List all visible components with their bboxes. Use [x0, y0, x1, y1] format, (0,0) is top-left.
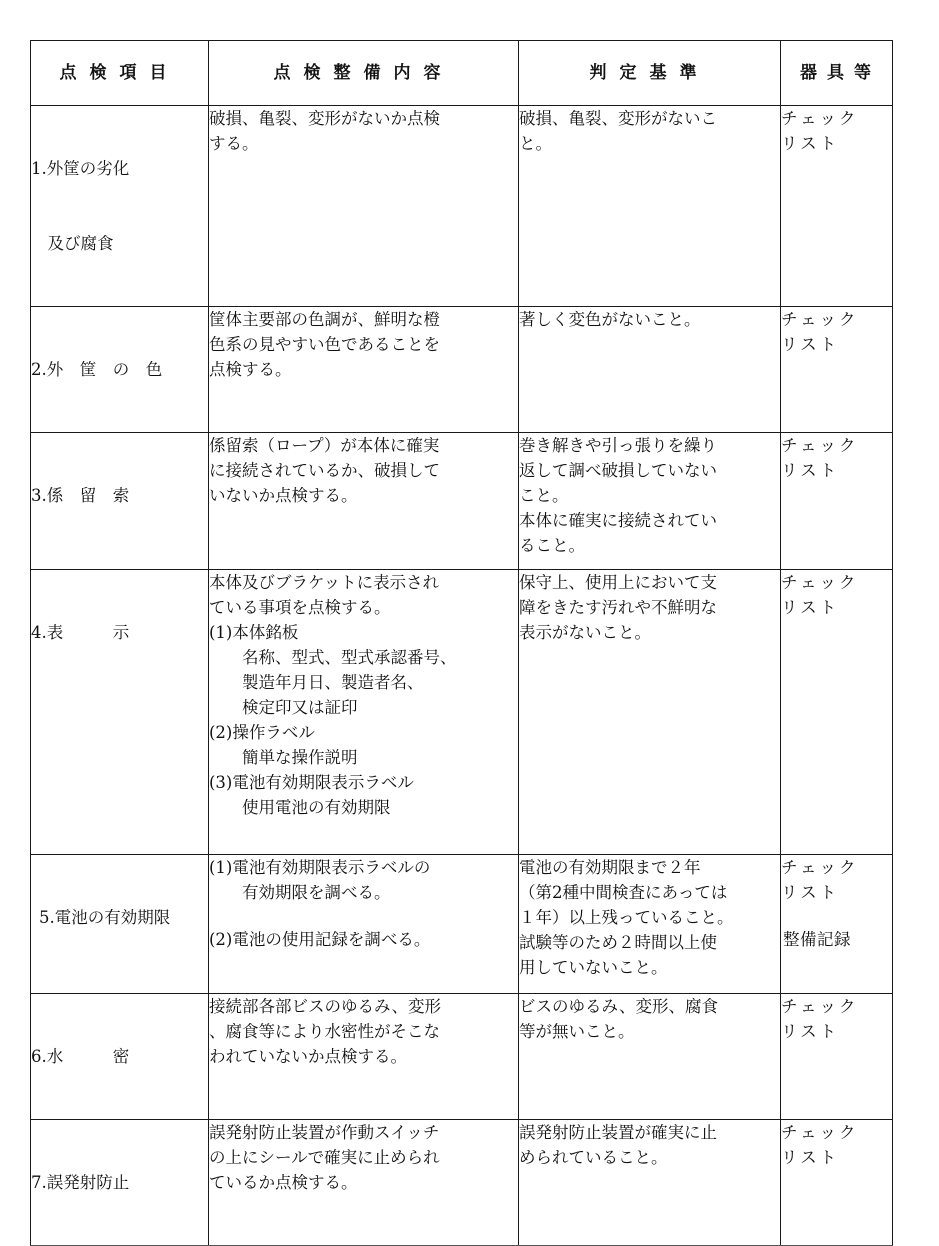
header-criteria: 判定基準 — [519, 41, 781, 106]
item-text: 4.表 示 — [31, 623, 130, 642]
content-text: 検定印又は証印 — [209, 698, 358, 717]
item-cell — [31, 106, 209, 307]
content-text: の上にシールで確実に止められ — [209, 1148, 440, 1167]
tools-cell — [781, 1120, 893, 1246]
tools-extra-text: 整備記録 — [783, 930, 851, 949]
tools-cell — [781, 106, 893, 307]
item-text: 7.誤発射防止 — [31, 1173, 130, 1192]
item-cell — [31, 1120, 209, 1246]
criteria-text: 著しく変色がないこと。 — [519, 310, 701, 329]
criteria-text: 障をきたす汚れや不鮮明な — [519, 598, 717, 617]
criteria-text: 誤発射防止装置が確実に止 — [519, 1123, 717, 1142]
criteria-cell — [519, 106, 781, 307]
content-spacer — [209, 905, 518, 927]
table-row — [31, 855, 893, 994]
tools-text: リスト — [781, 1148, 840, 1167]
tools-text: チェック — [781, 1123, 859, 1142]
content-cell — [209, 307, 519, 433]
criteria-text: 保守上、使用上において支 — [519, 573, 717, 592]
content-text: いないか点検する。 — [209, 486, 358, 505]
content-cell — [209, 433, 519, 570]
table-header-row — [31, 41, 893, 106]
criteria-text: （第2種中間検査にあっては — [519, 883, 728, 902]
criteria-cell — [519, 855, 781, 994]
criteria-cell — [519, 433, 781, 570]
header-item: 点検項目 — [31, 41, 209, 106]
item-cell — [31, 570, 209, 855]
item-cell — [31, 855, 209, 994]
table-row — [31, 994, 893, 1120]
criteria-text: められていること。 — [519, 1148, 668, 1167]
header-tools: 器具等 — [781, 41, 893, 106]
item-text: 5.電池の有効期限 — [39, 908, 171, 927]
criteria-text: 返して調べ破損していない — [519, 461, 717, 480]
criteria-cell — [519, 307, 781, 433]
content-text: (3)電池有効期限表示ラベル — [209, 773, 414, 792]
content-cell — [209, 855, 519, 994]
content-text: (1)本体銘板 — [209, 623, 299, 642]
content-text: 本体及びブラケットに表示され — [209, 573, 440, 592]
criteria-text: １年）以上残っていること。 — [519, 908, 734, 927]
table-row — [31, 106, 893, 307]
tools-text: リスト — [781, 134, 840, 153]
table-row — [31, 570, 893, 855]
criteria-text: ビスのゆるみ、変形、腐食 — [519, 997, 718, 1016]
tools-cell — [781, 994, 893, 1120]
content-text: 簡単な操作説明 — [209, 748, 358, 767]
tools-cell — [781, 307, 893, 433]
content-text: 使用電池の有効期限 — [209, 798, 391, 817]
criteria-text: 用していないこと。 — [519, 958, 668, 977]
item-text: 6.水 密 — [31, 1047, 130, 1066]
content-text: (2)電池の使用記録を調べる。 — [209, 930, 431, 949]
tools-text: チェック — [781, 997, 859, 1016]
item-cell — [31, 994, 209, 1120]
criteria-text: ること。 — [519, 536, 585, 555]
item-text: 1.外筐の劣化 — [31, 159, 130, 178]
tools-text: リスト — [781, 461, 840, 480]
content-text: 点検する。 — [209, 360, 292, 379]
criteria-cell — [519, 994, 781, 1120]
item-text: 3.係 留 索 — [31, 486, 130, 505]
content-text: (2)操作ラベル — [209, 723, 315, 742]
content-text: する。 — [209, 134, 259, 153]
content-text: われていないか点検する。 — [209, 1047, 407, 1066]
content-text: 名称、型式、型式承認番号、 — [209, 648, 457, 667]
content-text: 、腐食等により水密性がそこな — [209, 1022, 440, 1041]
tools-text: チェック — [781, 310, 859, 329]
table-row — [31, 1120, 893, 1246]
content-text: 有効期限を調べる。 — [209, 883, 391, 902]
content-text: に接続されているか、破損して — [209, 461, 440, 480]
content-text: 製造年月日、製造者名、 — [209, 673, 424, 692]
tools-text: チェック — [781, 858, 859, 877]
tools-text: リスト — [781, 598, 840, 617]
criteria-text: 等が無いこと。 — [519, 1022, 635, 1041]
criteria-cell — [519, 570, 781, 855]
criteria-text: 電池の有効期限まで２年 — [519, 858, 701, 877]
content-text: ているか点検する。 — [209, 1173, 358, 1192]
tools-text: チェック — [781, 436, 859, 455]
table-row — [31, 307, 893, 433]
tools-text: チェック — [781, 573, 859, 592]
item-cell — [31, 307, 209, 433]
inspection-table — [30, 40, 893, 1246]
content-cell — [209, 106, 519, 307]
item-text: 2.外 筐 の 色 — [31, 360, 163, 379]
content-cell — [209, 994, 519, 1120]
content-text: 係留索（ロープ）が本体に確実 — [209, 436, 440, 455]
criteria-text: こと。 — [519, 486, 569, 505]
tools-cell — [781, 570, 893, 855]
content-text: 誤発射防止装置が作動スイッチ — [209, 1123, 440, 1142]
header-content: 点検整備内容 — [209, 41, 519, 106]
criteria-text: 表示がないこと。 — [519, 623, 651, 642]
tools-text: リスト — [781, 335, 840, 354]
content-text: ている事項を点検する。 — [209, 598, 391, 617]
content-text: (1)電池有効期限表示ラベルの — [209, 858, 431, 877]
tools-text: チェック — [781, 109, 859, 128]
content-text: 接続部各部ビスのゆるみ、変形 — [209, 997, 441, 1016]
content-cell — [209, 570, 519, 855]
criteria-cell — [519, 1120, 781, 1246]
item-cell — [31, 433, 209, 570]
tools-text: リスト — [781, 1022, 840, 1041]
content-cell — [209, 1120, 519, 1246]
content-text: 破損、亀裂、変形がないか点検 — [209, 109, 440, 128]
criteria-text: 本体に確実に接続されてい — [519, 511, 717, 530]
tools-text: リスト — [781, 883, 840, 902]
item-text: 及び腐食 — [31, 234, 114, 253]
tools-cell — [781, 855, 893, 994]
content-text: 筐体主要部の色調が、鮮明な橙 — [209, 310, 440, 329]
criteria-text: 破損、亀裂、変形がないこ — [519, 109, 717, 128]
content-text: 色系の見やすい色であることを — [209, 335, 440, 354]
criteria-text: と。 — [519, 134, 552, 153]
table-row — [31, 433, 893, 570]
tools-cell — [781, 433, 893, 570]
criteria-text: 試験等のため２時間以上使 — [519, 933, 717, 952]
tools-spacer — [781, 905, 892, 927]
criteria-text: 巻き解きや引っ張りを繰り — [519, 436, 717, 455]
